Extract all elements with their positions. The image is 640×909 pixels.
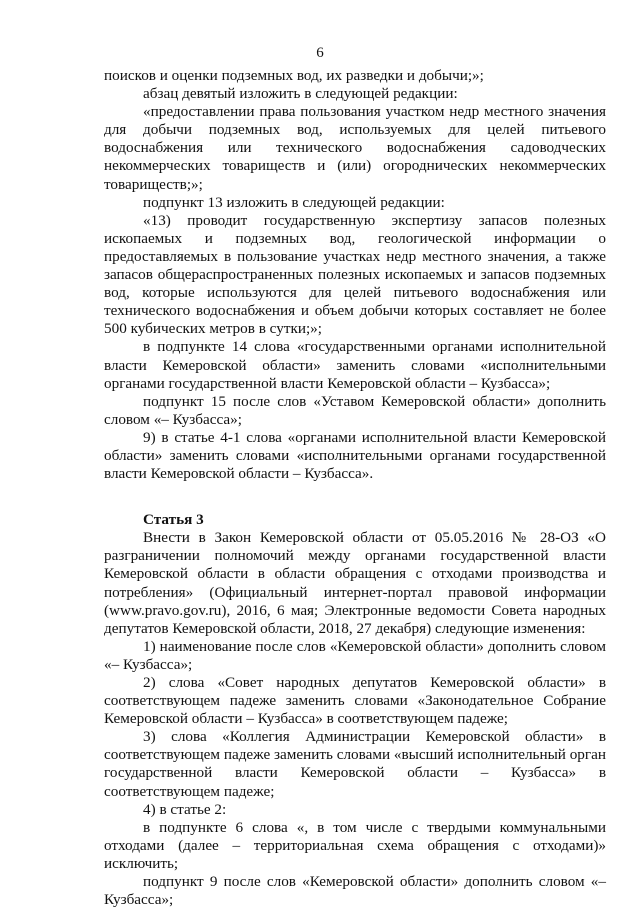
document-body xyxy=(104,67,606,909)
list-item: 1) наименование после слов «Кемеровской области» дополнить словом «– Кузбасса»; xyxy=(104,637,606,673)
paragraph-continuation: поисков и оценки подземных вод, их разведки и добычи;»; xyxy=(104,67,484,84)
paragraph: Внести в Закон Кемеровской области от 05.05.2016 № 28-ОЗ «О разграничении полномочий между органами государственной власти Кемеровской области в области обращения с отходами производства и потребления» (Официальный интернет-портал правовой информации (www.pravo.gov.ru), 2016, 6 мая; Электронные ведомости Совета народных депутатов Кемеровской области, 2018, 27 декабря) следующие изменения: xyxy=(104,529,606,637)
paragraph: 9) в статье 4-1 слова «органами исполнительной власти Кемеровской области» заменить словами «исполнительными органами государственной власти Кемеровской области – Кузбасса». xyxy=(104,428,606,483)
paragraph: в подпункте 14 слова «государственными органами исполнительной власти Кемеровской области» заменить словами «исполнительными органами государственной власти Кемеровской области – Кузбасса»; xyxy=(104,338,606,392)
paragraph: абзац девятый изложить в следующей редакции: xyxy=(143,85,458,103)
section-gap xyxy=(104,483,606,511)
paragraph: в подпункте 6 слова «, в том числе с твердыми коммунальными отходами (далее – территориальная схема обращения с отходами)» исключить; xyxy=(104,818,606,872)
list-item: 3) слова «Коллегия Администрации Кемеровской области» в соответствующем падеже заменить словами «высший исполнительный орган государственной власти Кемеровской области – Кузбасса» в соответствующем падеже; xyxy=(104,728,606,800)
paragraph: подпункт 13 изложить в следующей редакции: xyxy=(143,193,445,211)
page-number: 6 xyxy=(316,45,324,61)
article-heading: Статья 3 xyxy=(143,511,204,529)
list-item: 4) в статье 2: xyxy=(143,800,227,818)
list-item: 2) слова «Совет народных депутатов Кемеровской области» в соответствующем падеже заменить словами «Законодательное Собрание Кемеровской области – Кузбасса» в соответствующем падеже; xyxy=(104,674,606,728)
paragraph: подпункт 9 после слов «Кемеровской области» дополнить словом «– Кузбасса»; xyxy=(104,873,606,909)
paragraph: подпункт 15 после слов «Уставом Кемеровской области» дополнить словом «– Кузбасса»; xyxy=(104,392,606,428)
paragraph-quoted: «13) проводит государственную экспертизу запасов полезных ископаемых и подземных вод, геологической информации о предоставляемых в пользование участках недр местного значения, а также запасов общераспространенных полезных ископаемых и запасов подземных вод, которые используются для целей питьевого водоснабжения или технического водоснабжения и объем добычи которых составляет не более 500 кубических метров в сутки;»; xyxy=(104,211,606,338)
paragraph-quoted: «предоставлении права пользования участком недр местного значения для добычи подземных вод, используемых для целей питьевого водоснабжения или технического водоснабжения садоводческих некоммерческих товариществ и (или) огороднических некоммерческих товариществ;»; xyxy=(104,103,606,193)
